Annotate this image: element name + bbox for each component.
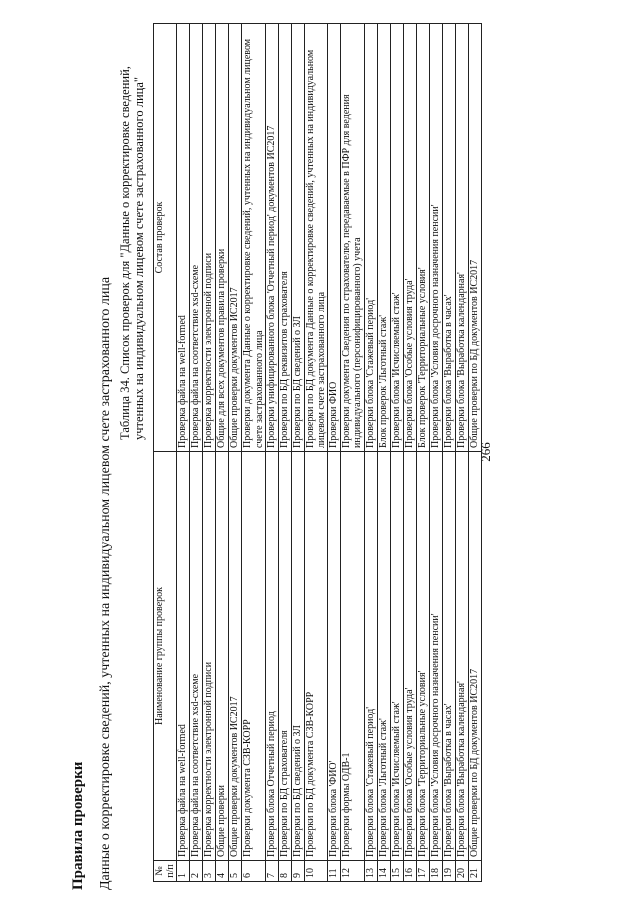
group-name-cell: Проверки по БД страхователя [278,452,291,861]
row-number: 20 [455,861,468,882]
composition-cell: Общие проверки документов ИС2017 [229,24,242,452]
composition-cell: Проверки блока 'Выработка календарная' [455,24,468,452]
row-number: 10 [304,861,327,882]
rotated-page-content [28,15,628,890]
table-row [203,24,216,882]
group-name-cell: Проверки блока 'Выработка в часах' [442,452,455,861]
group-name-cell: Проверки блока 'Особые условия труда' [403,452,416,861]
table-row [442,24,455,882]
row-number: 21 [468,861,481,882]
table-row [242,24,265,882]
group-name-cell: Проверки блока 'Исчисляемый стаж' [390,452,403,861]
group-name-cell: Проверки блока Отчетный период [265,452,278,861]
composition-cell: Общие проверки по БД документов ИС2017 [468,24,481,452]
table-row [364,24,377,882]
composition-cell: Проверка файла на соответствие xsd-схеме [190,24,203,452]
composition-cell: Проверки по БД документа Данные о корректировке сведений, учтенных на индивидуальном лицевом счете застрахованного лица [304,24,327,452]
composition-cell: Проверки блока 'Выработка в часах' [442,24,455,452]
group-name-cell: Проверки по БД сведений о ЗЛ [291,452,304,861]
composition-cell: Проверки блока 'Особые условия труда' [403,24,416,452]
row-number: 7 [265,861,278,882]
group-name-cell: Проверки блока 'ФИО' [328,452,341,861]
composition-cell: Проверка корректности электронной подписи [203,24,216,452]
group-name-cell: Проверки документа СЗВ-КОРР [242,452,265,861]
row-number: 12 [341,861,364,882]
table-row [190,24,203,882]
composition-cell: Проверки унифицированного блока 'Отчетный период' документов ИС2017 [265,24,278,452]
group-name-cell: Проверка корректности электронной подписи [203,452,216,861]
table-row [468,24,481,882]
row-number: 17 [416,861,429,882]
composition-cell: Проверки по БД сведений о ЗЛ [291,24,304,452]
header-composition: Состав проверок [154,24,177,452]
row-number: 3 [203,861,216,882]
row-number: 6 [242,861,265,882]
row-number: 9 [291,861,304,882]
row-number: 19 [442,861,455,882]
checks-table [153,23,482,882]
composition-cell: Проверки документа Сведения по страхователю, передаваемые в ПФР для ведения индивидуального (персонифицированного) учета [341,24,364,452]
group-name-cell: Общие проверки по БД документов ИС2017 [468,452,481,861]
table-caption: Таблица 34. Список проверок для "Данные о корректировке сведений, учтенных на индивидуальном лицевом счете застрахованного лица" [118,66,147,440]
group-name-cell: Проверки блока 'Территориальные условия' [416,452,429,861]
row-number: 4 [216,861,229,882]
composition-cell: Проверки по БД реквизитов страхователя [278,24,291,452]
group-name-cell: Общие проверки документов ИС2017 [229,452,242,861]
row-number: 15 [390,861,403,882]
table-row [278,24,291,882]
table-row [403,24,416,882]
table-row [328,24,341,882]
row-number: 1 [177,861,190,882]
table-row [416,24,429,882]
composition-cell: Общие для всех документов правила проверки [216,24,229,452]
table-row [455,24,468,882]
row-number: 8 [278,861,291,882]
row-number: 18 [429,861,442,882]
table-row [291,24,304,882]
composition-cell: Проверки ФИО [328,24,341,452]
section-heading: Правила проверки [70,761,86,890]
group-name-cell: Проверки блока 'Стажевый период' [364,452,377,861]
table-row [304,24,327,882]
group-name-cell: Проверки по БД документа СЗВ-КОРР [304,452,327,861]
composition-cell: Блок проверок 'Льготный стаж' [377,24,390,452]
row-number: 11 [328,861,341,882]
table-row [390,24,403,882]
row-number: 14 [377,861,390,882]
composition-cell: Проверки блока 'Стажевый период' [364,24,377,452]
table-row [429,24,442,882]
table-row [177,24,190,882]
table-row [341,24,364,882]
row-number: 13 [364,861,377,882]
table-header-row [154,24,177,882]
group-name-cell: Проверки формы ОДВ-1 [341,452,364,861]
composition-cell: Проверки блока 'Условия досрочного назначения пенсии' [429,24,442,452]
composition-cell: Проверки документа Данные о корректировке сведений, учтенных на индивидуальном лицевом счете застрахованного лица [242,24,265,452]
table-row [216,24,229,882]
table-row [377,24,390,882]
composition-cell: Проверка файла на well-formed [177,24,190,452]
header-number: № п/п [154,861,177,882]
group-name-cell: Проверки блока 'Льготный стаж' [377,452,390,861]
row-number: 2 [190,861,203,882]
row-number: 5 [229,861,242,882]
header-group-name: Наименование группы проверок [154,452,177,861]
group-name-cell: Проверки блока 'Выработка календарная' [455,452,468,861]
section-intro: Данные о корректировке сведений, учтенных на индивидуальном лицевом счете застрахованного лица [98,276,113,890]
row-number: 16 [403,861,416,882]
table-row [229,24,242,882]
table-row [265,24,278,882]
group-name-cell: Проверка файла на well-formed [177,452,190,861]
page-number: 266 [478,442,493,462]
composition-cell: Блок проверок 'Территориальные условия' [416,24,429,452]
composition-cell: Проверки блока 'Исчисляемый стаж' [390,24,403,452]
group-name-cell: Проверка файла на соответствие xsd-схеме [190,452,203,861]
group-name-cell: Проверки блока 'Условия досрочного назначения пенсии' [429,452,442,861]
group-name-cell: Общие проверки [216,452,229,861]
